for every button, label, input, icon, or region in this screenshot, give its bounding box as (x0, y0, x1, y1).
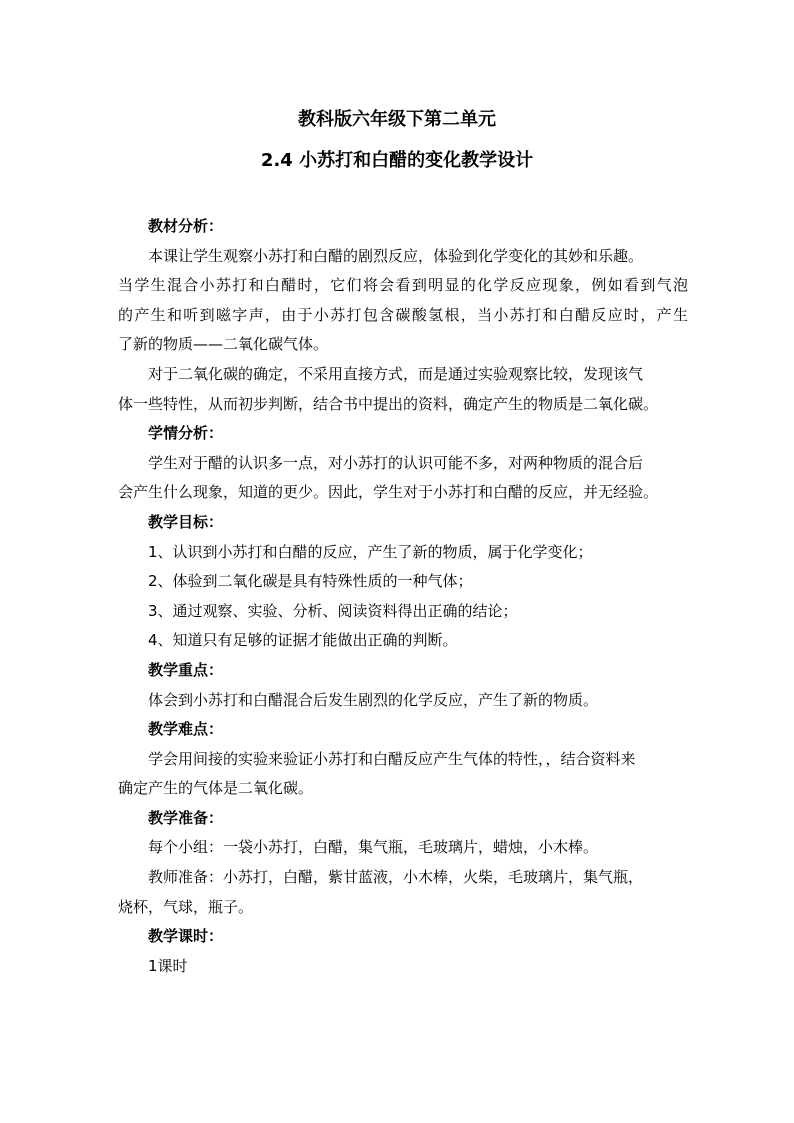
document-title-lesson: 2.4 小苏打和白醋的变化教学设计 (260, 150, 534, 171)
paragraph-line: 学会用间接的实验来验证小苏打和白醋反应产生气体的特性，，结合资料来 (148, 749, 636, 768)
paragraph-line: 教师准备：小苏打，白醋，紫甘蓝液，小木棒，火柴，毛玻璃片，集气瓶， (148, 868, 644, 887)
paragraph-line: 了新的物质——二氧化碳气体。 (118, 335, 329, 354)
paragraph-line: 当学生混合小苏打和白醋时，它们将会看到明显的化学反应现象，例如看到气泡 (118, 276, 688, 295)
objective-item: 3、通过观察、实验、分析、阅读资料得出正确的结论； (148, 601, 518, 620)
paragraph-line: 对于二氧化碳的确定，不采用直接方式，而是通过实验观察比较，发现该气 (148, 364, 644, 383)
paragraph-line: 烧杯，气球，瓶子。 (118, 897, 254, 916)
paragraph-line: 确定产生的气体是二氧化碳。 (118, 779, 314, 798)
paragraph-line: 体一些特性，从而初步判断，结合书中提出的资料，确定产生的物质是二氧化碳。 (118, 394, 659, 413)
paragraph-line: 本课让学生观察小苏打和白醋的剧烈反应，体验到化学变化的其妙和乐趣。 (148, 246, 644, 265)
heading-objectives: 教学目标： (148, 512, 224, 531)
objective-item: 2、体验到二氧化碳是具有特殊性质的一种气体； (148, 572, 473, 591)
document-title-unit: 教科版六年级下第二单元 (298, 109, 496, 130)
paragraph-line: 会产生什么现象，知道的更少。因此，学生对于小苏打和白醋的反应，并无经验。 (118, 483, 659, 502)
paragraph-line: 1课时 (148, 956, 188, 975)
objective-item: 1、认识到小苏打和白醋的反应，产生了新的物质，属于化学变化； (148, 542, 593, 561)
heading-student-analysis: 学情分析： (148, 424, 224, 443)
paragraph-line: 的产生和听到嗞字声，由于小苏打包含碳酸氢根，当小苏打和白醋反应时，产生 (118, 305, 688, 324)
document-body (118, 212, 688, 981)
heading-key-points: 教学重点： (148, 660, 224, 679)
paragraph-line: 学生对于醋的认识多一点，对小苏打的认识可能不多，对两种物质的混合后 (148, 453, 644, 472)
paragraph-line: 每个小组：一袋小苏打，白醋，集气瓶，毛玻璃片，蜡烛，小木棒。 (148, 838, 599, 857)
paragraph-line: 体会到小苏打和白醋混合后发生剧烈的化学反应，产生了新的物质。 (148, 690, 599, 709)
heading-material-analysis: 教材分析： (148, 217, 224, 235)
objective-item: 4、知道只有足够的证据才能做出正确的判断。 (148, 631, 458, 650)
heading-preparation: 教学准备： (148, 808, 224, 827)
heading-difficulties: 教学难点： (148, 720, 224, 739)
heading-class-hours: 教学课时： (148, 927, 224, 946)
